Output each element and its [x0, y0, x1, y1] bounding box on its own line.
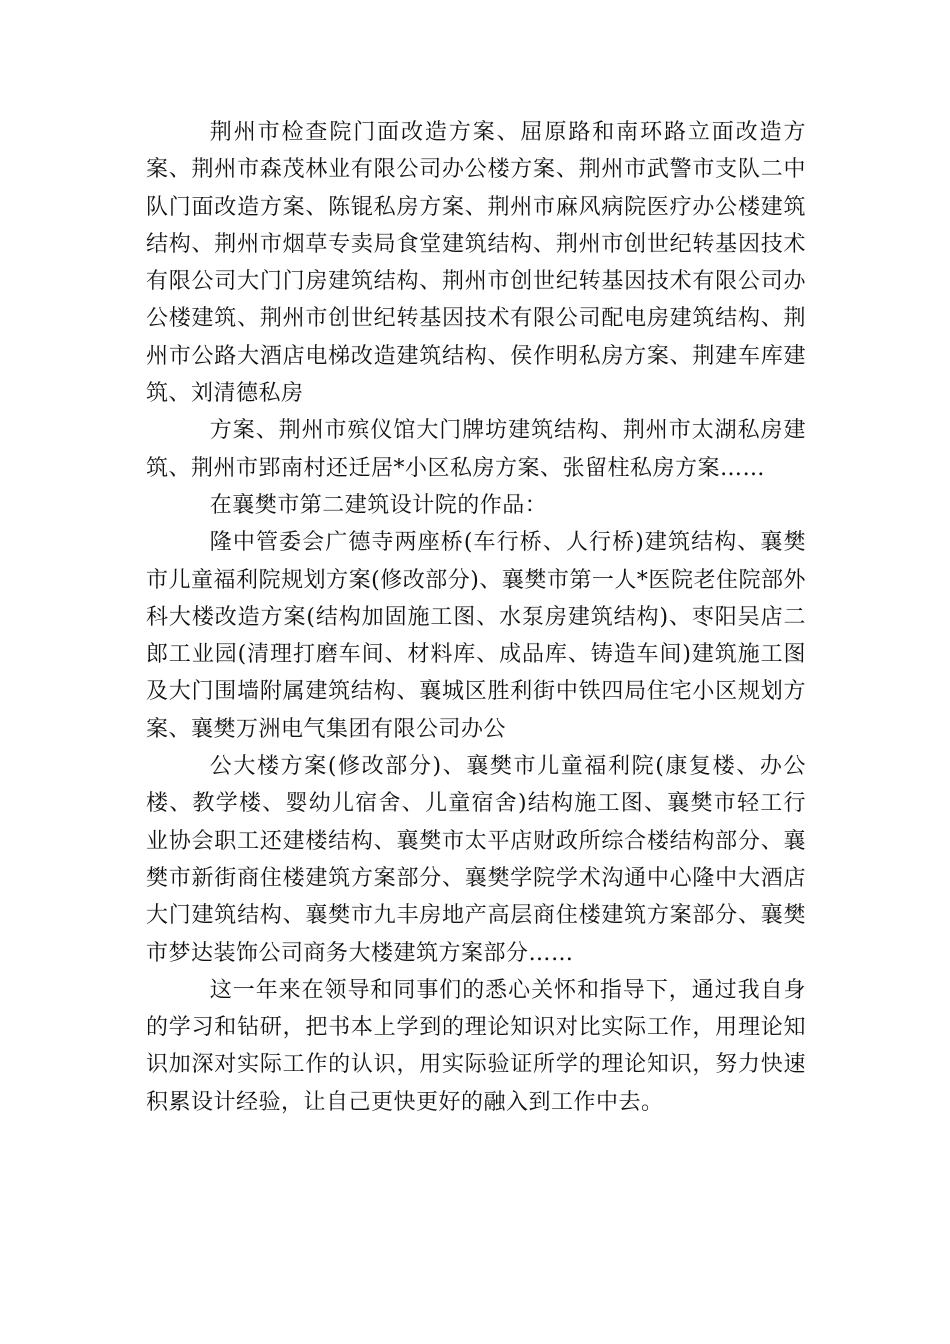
paragraph-xiangfan-projects-continued: 公大楼方案(修改部分)、襄樊市儿童福利院(康复楼、办公楼、教学楼、婴幼儿宿舍、儿童宿舍)结构施工图、襄樊市轻工行业协会职工还建楼结构、襄樊市太平店财政所综合楼结构部分、襄樊市新街商住楼建筑方案部分、襄樊学院学术沟通中心隆中大酒店大门建筑结构、襄樊市九丰房地产高层商住楼建筑方案部分、襄樊市梦达装饰公司商务大楼建筑方案部分……	[146, 754, 806, 966]
paragraph-xiangfan-projects: 隆中管委会广德寺两座桥(车行桥、人行桥)建筑结构、襄樊市儿童福利院规划方案(修改部分)、襄樊市第一人*医院老住院部外科大楼改造方案(结构加固施工图、水泵房建筑结构)、枣阳吴店二郎工业园(清理打磨车间、材料库、成品库、铸造车间)建筑施工图及大门围墙附属建筑结构、襄城区胜利街中铁四局住宅小区规划方案、襄樊万洲电气集团有限公司办公	[146, 530, 806, 742]
document-page	[146, 114, 806, 1121]
paragraph-jingzhou-projects: 荆州市检查院门面改造方案、屈原路和南环路立面改造方案、荆州市森茂林业有限公司办公楼方案、荆州市武警市支队二中队门面改造方案、陈锟私房方案、荆州市麻风病院医疗办公楼建筑结构、荆州市烟草专卖局食堂建筑结构、荆州市创世纪转基因技术有限公司大门门房建筑结构、荆州市创世纪转基因技术有限公司办公楼建筑、荆州市创世纪转基因技术有限公司配电房建筑结构、荆州市公路大酒店电梯改造建筑结构、侯作明私房方案、荆建车库建筑、刘清德私房	[146, 120, 806, 407]
paragraph-xiangfan-heading: 在襄樊市第二建筑设计院的作品：	[209, 492, 548, 518]
paragraph-jingzhou-projects-continued: 方案、荆州市殡仪馆大门牌坊建筑结构、荆州市太湖私房建筑、荆州市郢南村还迁居*小区私房方案、张留柱私房方案……	[146, 418, 806, 481]
paragraph-summary: 这一年来在领导和同事们的悉心关怀和指导下，通过我自身的学习和钻研，把书本上学到的理论知识对比实际工作，用理论知识加深对实际工作的认识，用实际验证所学的理论知识，努力快速积累设计经验，让自己更快更好的融入到工作中去。	[146, 977, 806, 1115]
